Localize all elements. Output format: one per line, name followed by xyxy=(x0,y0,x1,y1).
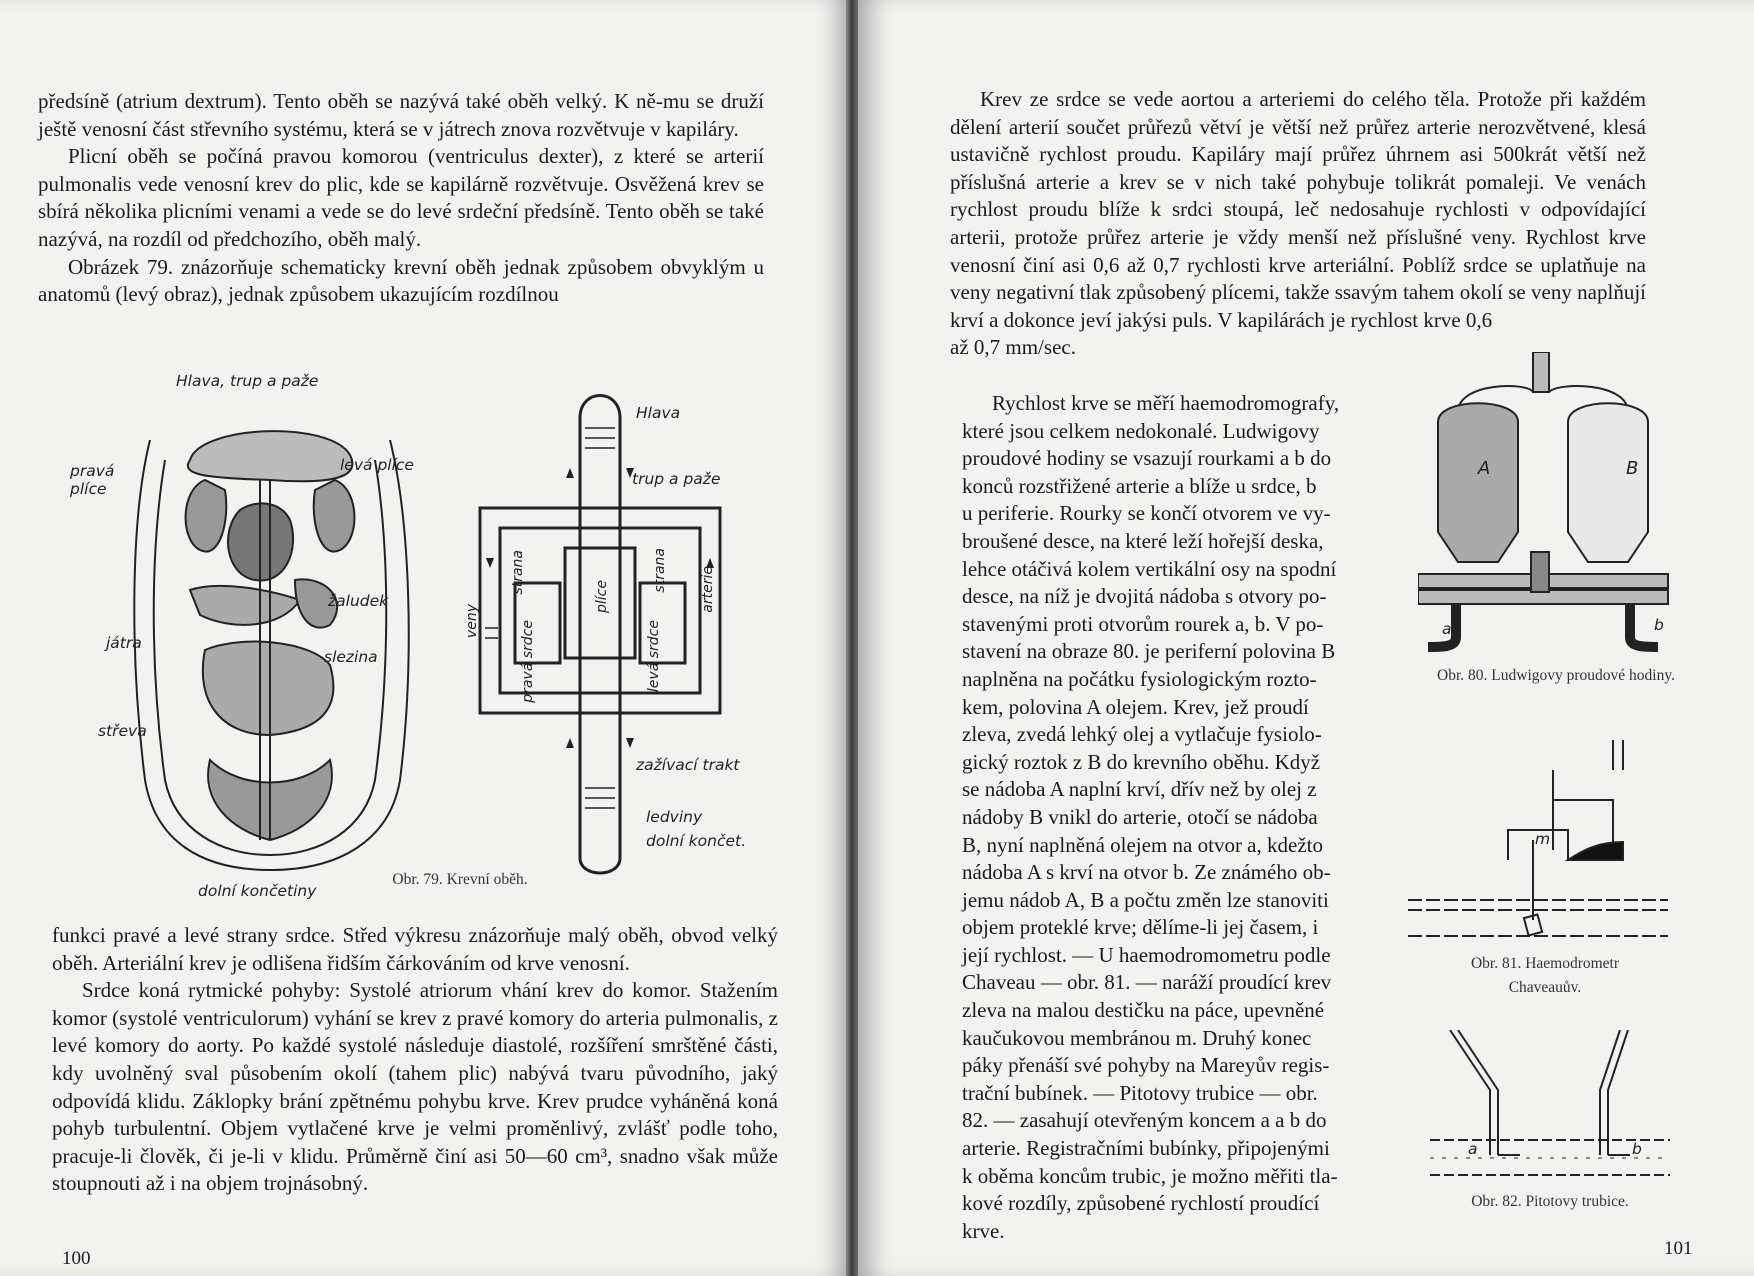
text-line: stavení na obraze 80. je periferní polovina B xyxy=(962,639,1336,664)
text-line: u periferie. Rourky se končí otvorem ve vy- xyxy=(962,501,1331,526)
text-line: 82. — zasahují otevřeným koncem a a b do xyxy=(962,1108,1327,1133)
text-line: arterie. Registračními bubínky, připojenými xyxy=(962,1136,1330,1161)
label-streva: střeva xyxy=(98,722,147,740)
page-number-left: 100 xyxy=(62,1248,91,1269)
label-jatra: játra xyxy=(106,634,142,652)
figure-79-caption: Obr. 79. Krevní oběh. xyxy=(392,871,528,888)
label-hlava: Hlava xyxy=(636,404,681,422)
page-number-right: 101 xyxy=(1664,1238,1693,1259)
text-line: trační bubínek. — Pitotovy trubice — obr. xyxy=(962,1080,1318,1105)
label-trup-paze: trup a paže xyxy=(632,470,721,488)
text-line: lehce otáčivá kolem vertikální osy na spodní xyxy=(962,556,1337,581)
text-line: konců rozstřižené arterie a blíže u srdce, b xyxy=(962,473,1317,498)
right-text-top xyxy=(950,86,1646,362)
fig80-label-A: A xyxy=(1478,458,1491,479)
text-line: Chaveau — obr. 81. — naráží proudící krev xyxy=(962,970,1332,995)
paragraph-end: až 0,7 mm/sec. xyxy=(950,335,1076,360)
text-line: objem proteklé krve; dělíme-li jej časem, i xyxy=(962,915,1319,940)
label-dolni-koncet: dolní končet. xyxy=(646,832,747,850)
fig80-label-b: b xyxy=(1654,616,1664,634)
text-line: nádoby B vnikl do arterie, otočí se nádoba xyxy=(962,804,1318,829)
figure-80-ludwig xyxy=(1418,352,1678,652)
figure-79-schematic xyxy=(470,388,750,878)
text-line: páky přenáší své pohyby na Mareyův regis- xyxy=(962,1053,1330,1078)
text-line: které jsou celkem nedokonalé. Ludwigovy xyxy=(962,418,1320,443)
right-column-text xyxy=(962,390,1382,1245)
text-line: k oběma koncům trubic, je možno měřiti tla- xyxy=(962,1163,1338,1188)
label-strana-right: strana xyxy=(652,548,668,593)
text-line: proudové hodiny se vsazují rourkami a b do xyxy=(962,446,1332,471)
label-slezina: slezina xyxy=(324,648,378,666)
paragraph: Obrázek 79. znázorňuje schematicky krevní oběh jednak způsobem obvyklým u anatomů (levý obraz), jednak způsobem ukazujícím rozdílnou xyxy=(38,254,764,307)
label-strana-left: strana xyxy=(510,550,526,595)
label-leva-plice: levá plíce xyxy=(340,456,414,474)
label-zazivaci-trakt: zažívací trakt xyxy=(636,756,740,774)
figure-81-caption: Obr. 81. Haemodrometr Chaveauův. xyxy=(1470,955,1620,996)
label-ledviny: ledviny xyxy=(646,808,703,826)
text-line: Rychlost krve se měří haemodromografy, xyxy=(992,391,1340,415)
left-text-top xyxy=(38,88,764,309)
book-gutter xyxy=(846,0,858,1276)
fig80-label-B: B xyxy=(1626,458,1639,479)
fig82-label-a: a xyxy=(1468,1140,1478,1158)
label-arterie: arterie xyxy=(700,566,716,613)
text-line: nádoba A s krví na otvor b. Ze známého ob- xyxy=(962,860,1331,885)
left-text-bottom xyxy=(52,922,778,1198)
paragraph: Krev ze srdce se vede aortou a arteriemi do celého těla. Protože při každém dělení arterií součet průřezů větví je větší než průřez arterie nerozvětvené, klesá ustavičně rychlost proudu. Kapiláry mají průřez úhrnem asi 500krát větší než příslušná arterie a krev se v nich také pohybuje tolikrát pomaleji. Ve venách rychlost proudu blíže k srdci stoupá, leč nedosahuje rychlosti v odpovídající arterii, protože průřez arterie je vždy menší než příslušné veny. Rychlost krve venosní činí asi 0,6 až 0,7 rychlosti krve arteriální. Poblíž srdce se uplatňuje na veny negativní tlak způsobený plícemi, takže ssavým tahem okolí se veny naplňují krví a dokonce jeví jakýsi puls. V kapilárách je rychlost krve 0,6 xyxy=(950,87,1646,332)
text-line: jemu nádob A, B a počtu změn lze stanoviti xyxy=(962,887,1329,912)
text-line: se nádoba A naplní krví, dřív než by olej z xyxy=(962,777,1317,802)
label-leva-srdce: levá srdce xyxy=(646,620,662,693)
fig82-label-b: b xyxy=(1632,1140,1642,1158)
text-line: její rychlost. — U haemodromometru podle xyxy=(962,942,1331,967)
text-line: zleva na malou destičku na páce, upevněné xyxy=(962,998,1325,1023)
label-prava-plice: pravá plíce xyxy=(70,462,115,498)
label-prava-srdce: pravá srdce xyxy=(520,620,536,703)
text-line: kové rozdíly, způsobené rychlostí proudící xyxy=(962,1191,1320,1216)
text-line: stavenými proti otvorům rourek a, b. V po- xyxy=(962,611,1324,636)
text-line: B, nyní naplněná olejem na otvor a, kdežto xyxy=(962,832,1323,857)
text-line: desce, na níž je dvojitá nádoba s otvory po- xyxy=(962,584,1327,609)
text-line: kem, polovina A olejem. Krev, jež proudí xyxy=(962,694,1309,719)
label-dolni-koncetiny: dolní končetiny xyxy=(198,882,317,900)
label-plice: plíce xyxy=(594,580,610,613)
text-line: gický roztok z B do krevního oběhu. Když xyxy=(962,749,1321,774)
fig81-label-m: m xyxy=(1535,830,1551,848)
text-line: kaučukovou membránou m. Druhý konec xyxy=(962,1025,1312,1050)
text-line: zleva, zvedá lehký olej a vytlačuje fysiolo- xyxy=(962,722,1322,747)
label-hlava-trup: Hlava, trup a paže xyxy=(176,372,319,390)
paragraph: Srdce koná rytmické pohyby: Systolé atriorum vhání krev do komor. Stažením komor (systolé ventriculorum) vyhání se krev z pravé komory do arteria pulmonalis, z levé komory do aorty. Po každé systolé následuje diastolé, rozšíření smrštěné části, kdy uvolněný sval působením okolí (tahem plic) nabývá tvaru původního, jaký odpovídá klidu. Záklopky brání zpětnému pohybu krve. Krev prudce vyháněná koná pohyb turbulentní. Objem vytlačené krve je velmi proměnlivý, zvlášť podle toho, pracuje-li člověk, či je-li v klidu. Průměrně činí asi 50—60 cm³, snadno však může stoupnouti až i na objem trojnásobný. xyxy=(52,978,778,1196)
label-veny: veny xyxy=(464,604,480,639)
paragraph: Plicní oběh se počíná pravou komorou (ventriculus dexter), z které se arterií pulmonalis vede venosní krev do plic, kde se kapilárně rozvětvuje. Osvěžená krev se sbírá několika plicními venami a vede se do levé srdeční předsíně. Tento oběh se také nazývá, na rozdíl od předchozího, oběh malý. xyxy=(38,144,764,251)
text-line: naplněna na počátku fysiologickým rozto- xyxy=(962,666,1317,691)
left-page xyxy=(0,0,846,1276)
figure-80-caption: Obr. 80. Ludwigovy proudové hodiny. xyxy=(1437,667,1675,684)
label-zaludek: žaludek xyxy=(328,592,389,610)
figure-82-caption: Obr. 82. Pitotovy trubice. xyxy=(1471,1193,1629,1210)
paragraph: funkci pravé a levé strany srdce. Střed výkresu znázorňuje malý oběh, obvod velký oběh. Arteriální krev je odlišena řidším čárkováním od krve venosní. xyxy=(52,923,778,975)
text-line: krve. xyxy=(962,1218,1005,1243)
text-line: broušené desce, na které leží hořejší deska, xyxy=(962,528,1324,553)
right-page xyxy=(858,0,1754,1276)
paragraph: předsíně (atrium dextrum). Tento oběh se nazývá také oběh velký. K ně-mu se druží ještě venosní část střevního systému, která se v játrech znova rozvětvuje v kapiláry. xyxy=(38,89,764,141)
fig80-label-a: a xyxy=(1442,620,1452,638)
